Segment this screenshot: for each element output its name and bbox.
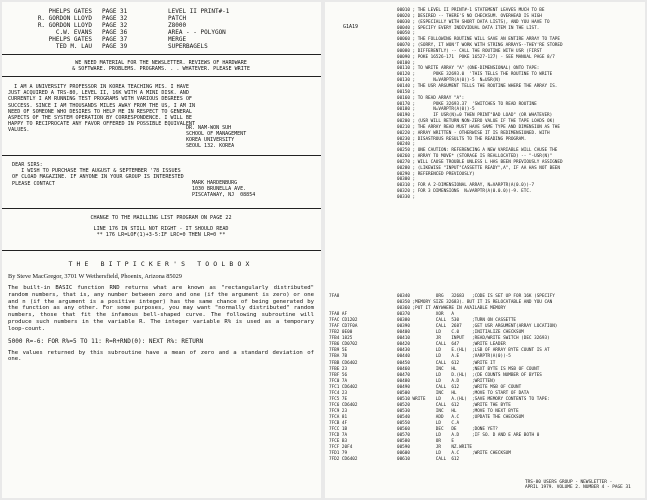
reference-page: PAGE 32 xyxy=(102,15,128,22)
reference-author: C.W. EVANS xyxy=(55,29,92,36)
reference-row xyxy=(20,15,229,22)
listing-line: 00050 ; xyxy=(397,31,416,37)
article-byline: By Steve MacGregor, 3701 W Wethersfield, Phoenix, Arizona 85029 xyxy=(8,273,182,280)
listing-line: 00260 ; ARRAY TO MOVE* (STORAGE IS REALLOCATED) -- "-USR(N)" xyxy=(397,154,553,160)
listing-line: 00080 ; DIFFERENTLY) -- CALL THE ROUTINE WITH USR (FIRST xyxy=(397,48,542,54)
listing-line: 00200 ; (USR WILL RETURN NON-ZERO VALUE IF THE TAPE LOADS OK) xyxy=(397,119,555,125)
listing-line: 00220 ; ARRAY WRITTEN - OTHERWISE IT IS REDIMENSIONED. WITH xyxy=(397,130,550,136)
listing-line: 00230 ; DISASTROUS RESULTS TO THE READING PROGRAM. xyxy=(397,136,527,142)
assembly-addresses xyxy=(329,294,357,463)
signature-line: KOREA UNIVERSITY xyxy=(186,137,235,144)
left-page xyxy=(2,2,321,498)
assembly-line: 00540 ADD A.C ;UPDATE THE CHECKSUM xyxy=(397,414,524,420)
listing-line: 00210 ; THE ARRAY READ MUST HAVE SAME TYPE AND DIMENSION AS THE xyxy=(397,124,560,130)
address-line: 7FCC 1B xyxy=(329,427,348,433)
address-line: 7FC1 CD6402 xyxy=(329,384,358,390)
listing-line: 00040 ; SPECIFY EVERY INDIVIDUAL DATA ITEM IN THE LIST. xyxy=(397,25,540,31)
address-line: 7FB9 5E xyxy=(329,348,348,354)
assembly-line: 00390 CALL 2687 ;GET USR ARGUMENT(ARRAY LOCATION) xyxy=(397,324,558,330)
divider xyxy=(2,54,321,55)
letter-line: SUCCESS. SINCE I AM THOUSANDS MILES AWAY FROM THE US, I AM IN xyxy=(8,102,196,109)
bitpicker-article xyxy=(8,260,314,363)
listing-line: 00310 ; FOR A 2-DIMENSIONAL ARRAY, N=VARPTR(A(0.0))-7 xyxy=(397,183,535,189)
reference-author: R. GORDON LLOYD xyxy=(37,22,92,29)
assembly-line: 00470 LD D.(HL) ;(DE COUNTS NUMBER OF BYTES xyxy=(397,372,542,378)
listing-line: 00160 ; TO READ ARRAY "A": xyxy=(397,95,465,101)
address-line: 7FBA 7B xyxy=(329,354,348,360)
address-line: 7FAF CD7F0A xyxy=(329,324,358,330)
listing-line: 00290 ; REFERENCED PREVIOUSLY) xyxy=(397,171,475,177)
assembly-line: 00350 ;MEMORY SIZE 32683). BUT IT IS RELOCATABLE AND YOU CAN xyxy=(397,300,553,306)
letter-line: DEAR SIRS: xyxy=(12,162,43,168)
page-footer xyxy=(525,480,631,491)
address-line: 7FB6 CD0702 xyxy=(329,342,358,348)
footer-line: TRS-80 USERS GROUP - NEWSLETTER - xyxy=(525,480,613,485)
article-paragraph: The built-in BASIC function RND returns what are known as "rectangularly distributed" random numbers, that is, any number between zero and one (if the argument is zero) or one and n (if the argument is a positive integer) has the same chance of being generated by the function as any other. For some purposes, you may want "normally distributed" random numbers, those that fit the infamous bell-shaped curve. The following subroutine will produce such numbers in the variable R. The integer variable R% is used as a temporary loop-count. xyxy=(8,285,314,332)
letter-line: JUST ACQUIRED A TRS-80, LEVEL II, 16K WITH A MINI DISK. AND xyxy=(8,90,189,97)
correction-code: ** 176 LR=LOF(1)+3-5:IF LRC=0 THEN LR=0 ** xyxy=(96,232,226,239)
reference-topic: SUPERBAGELS xyxy=(168,43,208,50)
letter-line: CURRENTLY I AM RUNNING TEST PROGRAMS WITH VARIOUS DEGREES OF xyxy=(8,96,193,103)
address-line: 7FC5 7E xyxy=(329,396,348,402)
address-line: 7FC6 CD6402 xyxy=(329,402,358,408)
hardenburg-signature xyxy=(192,180,255,198)
letter-line: I AM A UNIVERSITY PROFESSOR IN KOREA TEACHING MIS. I HAVE xyxy=(8,84,189,90)
assembly-line: 00480 LD A.D ;WRITTEN) xyxy=(397,378,496,384)
reference-topic: PATCH xyxy=(168,15,187,22)
listing-line: 00150 ; xyxy=(397,89,416,95)
listing-line: 00090 ; POKE 16526-171 POKE 16527-127) - SEE MANUAL PAGE 8/7 xyxy=(397,54,555,60)
article-paragraph: The values returned by this subroutine have a mean of zero and a standard deviation of one. xyxy=(8,349,314,363)
listing-line: 00060 ; THE FOLLOWING ROUTINE WILL SAVE AN ENTIRE ARRAY TO TAPE xyxy=(397,37,560,43)
assembly-line: 00400 LD C.0 ;INITIALIZE CHECKSUM xyxy=(397,330,524,336)
listing-line: 00280 ; (LIKEWISE "INPUT"CASSETTE READY",A", IF AA HAS NOT BEEN xyxy=(397,165,560,171)
mailing-list-correction xyxy=(8,215,314,239)
assembly-line: 00580 OR E xyxy=(397,439,454,445)
listing-line: 00300 ; xyxy=(397,177,416,183)
assembly-line: 00520 CALL 612 ;WRITE THE BYTE xyxy=(397,402,511,408)
signature-line: SCHOOL OF MANAGEMENT xyxy=(186,131,247,138)
listing-line: 00240 ; xyxy=(397,142,416,148)
reference-page: PAGE 36 xyxy=(102,29,128,36)
request-line: WE NEED MATERIAL FOR THE NEWSLETTER. REVIEWS OF HARDWARE xyxy=(75,60,247,66)
address-line: 7FCE B3 xyxy=(329,439,348,445)
reference-topic: Z8000 xyxy=(168,22,187,29)
reference-topic: AREA - - POLYGON xyxy=(168,29,226,36)
signature-line: MARK HARDENBURG xyxy=(192,180,238,186)
assembly-line: 00510 WRITE LD A.(HL) ;SAVE MEMORY CONTENTS TO TAPE: xyxy=(397,396,550,402)
dear-sirs-letter xyxy=(12,162,318,187)
reference-row xyxy=(20,43,229,50)
assembly-line: 00370 XOR A xyxy=(397,312,454,318)
address-line: 7FBE 23 xyxy=(329,366,348,372)
address-line: 7FBB CD6402 xyxy=(329,360,358,366)
listing-line: 00270 ; WILL CAUSE TROUBLE UNLESS L HAS BEEN PREVIOUSLY ASSIGNED xyxy=(397,159,563,165)
professor-letter xyxy=(8,84,314,134)
assembly-line: 00410 JR INPUT ;READ/WRITE SWITCH (DEC 32693) xyxy=(397,336,550,342)
listing-line: 00100 ; xyxy=(397,60,416,66)
reference-topic: LEVEL II PRINT#-1 xyxy=(168,8,230,15)
assembly-line: 00610 CALL 612 xyxy=(397,457,460,463)
reference-row xyxy=(20,22,229,29)
comment-listing xyxy=(397,8,563,201)
listing-line: 00110 ; TO WRITE ARRAY "A" (ONE-DIMENSIONAL) ONTO TAPE: xyxy=(397,66,540,72)
assembly-line: 00460 INC HL ;NEXT BYTE IS MSB OF COUNT xyxy=(397,366,540,372)
reference-author: TED M. LAU xyxy=(55,43,92,50)
right-page xyxy=(325,2,645,498)
request-line: & SOFTWARE. PROBLEMS. PROGRAMS. . . WHATEVER. PLEASE WRITE xyxy=(72,66,250,73)
listing-line: 00070 ; (SORRY, IT WON'T WORK WITH STRING ARRAYS--THEY'RE STORED xyxy=(397,43,563,49)
divider xyxy=(2,250,321,251)
address-line: 7FA8 xyxy=(329,294,340,299)
reference-author: PHELPS GATES xyxy=(48,8,92,15)
letter-line: OF CLOAD MAGAZINE. IF ANYONE IN YOUR GROUP IS INTERESTED xyxy=(12,174,184,181)
assembly-line: 00440 LD A.E ;VARPTR(A(0))-5 xyxy=(397,354,511,360)
address-line: 7FC0 7A xyxy=(329,378,348,384)
address-line: 7FA8 AF xyxy=(329,312,348,318)
assembly-line: 00430 LD E.(HL) ;LSB OF ARRAY BYTE COUNT IS AT xyxy=(397,348,550,354)
letter-line: VALUES. xyxy=(8,127,30,134)
material-request xyxy=(8,60,314,72)
assembly-line: 00380 CALL 530 ;TURN ON CASSETTE xyxy=(397,318,516,324)
letter-line: HAPPY TO RECIPROCATE ANY FAVOR OFFERED IN POSSIBLE EQUIVALENT xyxy=(8,121,196,128)
correction-heading: CHANGE TO THE MAILLING LIST PROGRAM ON PAGE 22 xyxy=(90,215,232,221)
letter-line: ASPECTS OF THE SYSTEM OPERATION BY CORRESPONDENCE. I WILL BE xyxy=(8,115,193,122)
assembly-line: 00420 CALL 647 ;WRITE LEADER xyxy=(397,342,506,348)
listing-line: 00330 ; xyxy=(397,195,416,200)
address-line: 7FB2 0E00 xyxy=(329,330,353,336)
assembly-line: 00590 JR NZ.WRITE xyxy=(397,445,473,451)
reference-page: PAGE 31 xyxy=(102,8,128,15)
listing-line: 00140 ; THE USR ARGUMENT TELLS THE ROUTINE WHERE THE ARRAY IS. xyxy=(397,83,558,89)
assembly-line: 00530 INC HL ;MOVE TO NEXT BYTE xyxy=(397,408,519,414)
address-line: 7FB4 1825 xyxy=(329,336,353,342)
divider xyxy=(2,208,321,209)
article-code-line: 5000 R=-6: FOR R%=5 TO 11: R=R+RND(0): NEXT R%: RETURN xyxy=(8,337,204,345)
listing-line: 00320 ; FOR 3 DIMENSIONS N=VARPTR(A(0.0.0))-9. ETC. xyxy=(397,189,532,195)
listing-line: 00190 ; IF USR(N)=0 THEN PRINT"BAD LOAD" (OR WHATEVER) xyxy=(397,113,553,119)
assembly-line: 00360 ;PUT IT ANYWHERE IN AVAILABLE MEMORY xyxy=(397,306,506,312)
reference-page: PAGE 37 xyxy=(102,36,128,43)
listing-line: 00130 ; N=VARPTR(A(0))-5 N=USR(N) xyxy=(397,78,501,84)
reference-row xyxy=(20,29,229,36)
listing-line: 00010 ; THE LEVEL II PRINT#-1 STATEMENT LEAVES MUCH TO BE xyxy=(397,8,545,13)
assembly-line: 00450 CALL 612 ;WRITE IT xyxy=(397,360,496,366)
signature-line: SEOUL 132. KOREA xyxy=(186,143,235,150)
address-line: 7FAC CD1202 xyxy=(329,318,358,324)
correction-line: LINE 176 IN STILL NOT RIGHT - IT SHOULD READ xyxy=(93,226,229,233)
address-line: 7FCF 20F4 xyxy=(329,445,353,451)
assembly-line: 00340 ORG 32683 ;CODE IS SET UP FOR 16K (SPECIFY xyxy=(397,294,555,299)
assembly-line: 00600 LD A.C ;WRITE CHECKSUM xyxy=(397,451,511,457)
reference-page: PAGE 39 xyxy=(102,43,128,50)
assembly-line: 00500 INC HL ;MOVE TO START OF DATA xyxy=(397,390,529,396)
assembly-line: 00490 CALL 612 ;WRITE MSB OF COUNT xyxy=(397,384,522,390)
listing-label: G1A19 xyxy=(343,24,359,30)
reference-page: PAGE 32 xyxy=(102,22,128,29)
address-line: 7FBF 56 xyxy=(329,372,348,378)
assembly-listing xyxy=(397,294,557,463)
footer-line: APRIL 1979. VOLUME 2. NUMBER 4 - PAGE 31 xyxy=(525,485,631,491)
letter-line: I WISH TO PURCHASE THE AUGUST & SEPTEMBER '78 ISSUES xyxy=(12,168,181,175)
address-line: 7FCD 7A xyxy=(329,433,348,439)
address-line: 7FC4 23 xyxy=(329,390,348,396)
reference-row xyxy=(20,36,229,43)
reference-row xyxy=(20,8,229,15)
listing-line: 00120 ; POKE 32693.0 'THIS TELLS THE ROUTINE TO WRITE xyxy=(397,72,553,78)
reference-author: R. GORDON LLOYD xyxy=(37,15,92,22)
article-title: THE BITPICKER'S TOOLBOX xyxy=(68,260,254,268)
assembly-line: 00560 DEC DE ;DONE YET? xyxy=(397,427,498,433)
address-line: 7FCB 4F xyxy=(329,420,348,426)
assembly-line: 00550 LD C.A xyxy=(397,420,460,426)
address-line: 7FD1 79 xyxy=(329,451,348,457)
professor-signature xyxy=(186,125,246,149)
signature-line: PISCATAWAY, NJ 08854 xyxy=(192,192,256,199)
listing-line: 00170 ; POKE 32693.37 'SWITCHES TO READ ROUTINE xyxy=(397,101,537,107)
article-reference-list xyxy=(20,8,229,50)
address-line: 7FC9 23 xyxy=(329,408,348,414)
letter-line: NEED OF SOMEONE WHO DESIRES TO HELP ME IN RESPECT TO GENERAL xyxy=(8,108,193,115)
listing-line: 00250 ; ONE CAUTION: REFERENCING A NEW VARIABLE WILL CAUSE THE xyxy=(397,148,558,154)
listing-line: 00180 ; N=VARPTR(A(0))-5 xyxy=(397,107,475,113)
letter-line: PLEASE CONTACT xyxy=(12,180,55,187)
listing-line: 00020 ; DESIRED -- THERE'S NO CHECKSUM. OVERHEAD IS HIGH xyxy=(397,13,542,19)
address-line: 7FCA 81 xyxy=(329,414,348,420)
address-line: 7FD2 CD6402 xyxy=(329,457,358,463)
reference-author: PHELPS GATES xyxy=(48,36,92,43)
reference-topic: MERGE xyxy=(168,36,187,43)
signature-line: DR. NAM-WON SUH xyxy=(186,125,232,131)
divider xyxy=(2,76,321,77)
assembly-line: 00570 LD A.D ;IF SO. D AND E ARE BOTH 0 xyxy=(397,433,540,439)
divider xyxy=(2,155,321,156)
signature-line: 1030 BRUNELLA AVE. xyxy=(192,186,247,193)
listing-line: 00030 ; (ESPECIALLY WITH SHORT DATA LISTS), AND YOU HAVE TO xyxy=(397,19,550,25)
